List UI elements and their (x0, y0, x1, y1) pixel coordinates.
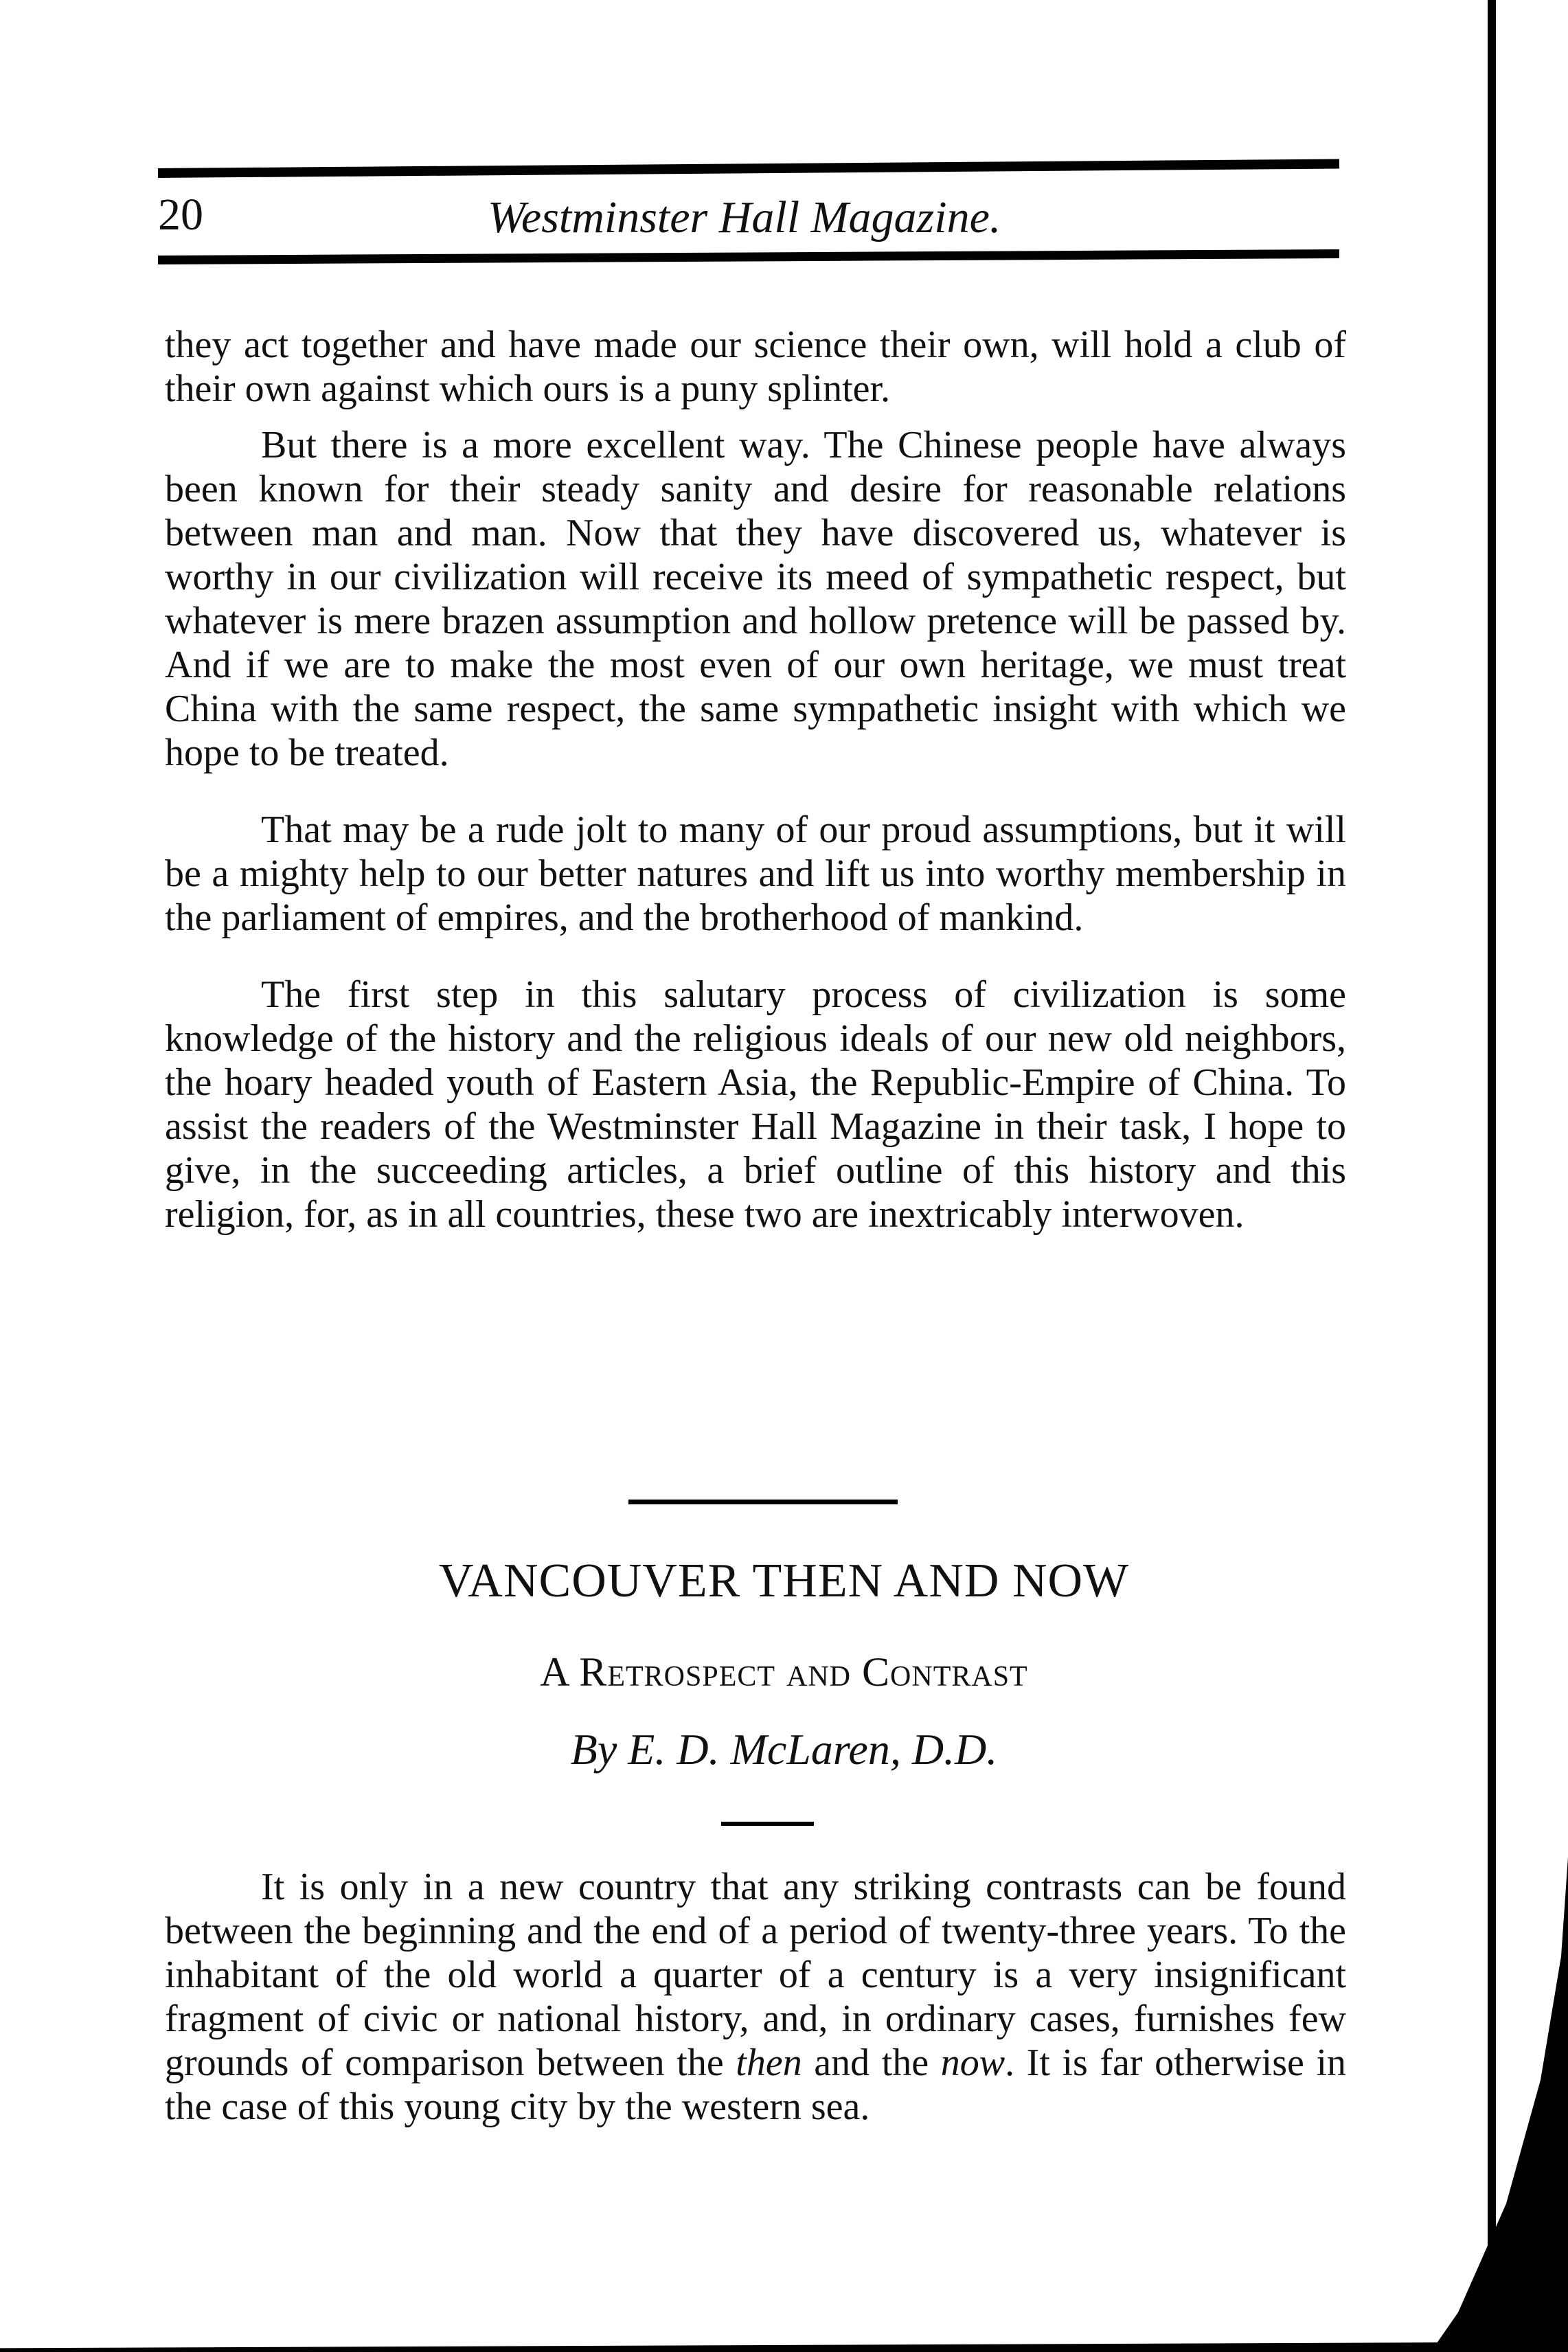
page-number: 20 (158, 190, 203, 240)
paragraph-text: and the (802, 2042, 941, 2084)
paragraph-text: . It is far otherwise in the case of this young city by the western sea. (165, 2042, 1347, 2128)
paragraph: That may be a rude jolt to many of our proud assumptions, but it will be a mighty help to our better natures and lift us into worthy membership in the parliament of empires, and the brotherhood of mankind. (165, 808, 1346, 939)
paragraph (165, 1865, 1346, 2129)
article-title: VANCOUVER THEN AND NOW (438, 1554, 1130, 1607)
article-body-china (165, 323, 1346, 1269)
paragraph-text: It is only in a new country that any striking contrasts can be found between the beginning and the end of a period of twenty-three years. To the inhabitant of the old world a quarter of a century is a very insignificant fragment of civic or national history, and, in ordinary cases, furnishes few grounds of comparison between the (165, 1866, 1346, 2084)
paragraph: But there is a more excellent way. The Chinese people have always been known for their steady sanity and desire for reasonable relations between man and man. Now that they have discovered us, whatever is worthy in our civilization will receive its meed of sympathetic respect, but whatever is mere brazen assumption and hollow pretence will be passed by. And if we are to make the most even of our own heritage, we must treat China with the same respect, the same sympathetic insight with which we hope to be treated. (165, 424, 1346, 774)
header-rule-top (158, 159, 1339, 178)
running-title: Westminster Hall Magazine. (488, 192, 1001, 242)
header-rule-bottom (158, 249, 1339, 264)
article-subtitle: A Retrospect and Contrast (540, 1649, 1028, 1695)
article-body-vancouver (165, 1865, 1346, 2162)
page-bottom-edge (0, 2342, 1456, 2352)
italic-word-now: now (940, 2042, 1005, 2084)
byline-divider (721, 1822, 814, 1826)
page-header (158, 182, 1339, 251)
italic-word-then: then (736, 2042, 802, 2084)
section-divider (628, 1500, 898, 1504)
article-byline: By E. D. McLaren, D.D. (570, 1725, 998, 1774)
paragraph-continued: they act together and have made our science their own, will hold a club of their own against which ours is a puny splinter. (165, 324, 1346, 410)
paragraph: The first step in this salutary process of civilization is some knowledge of the history and the religious ideals of our new old neighbors, the hoary headed youth of Eastern Asia, the Republic-Empire of China. To assist the readers of the Westminster Hall Magazine in their task, I hope to give, in the succeeding articles, a brief outline of this history and this religion, for, as in all countries, these two are inextricably interwoven. (165, 973, 1346, 1236)
page-edge-line (1488, 0, 1496, 2352)
